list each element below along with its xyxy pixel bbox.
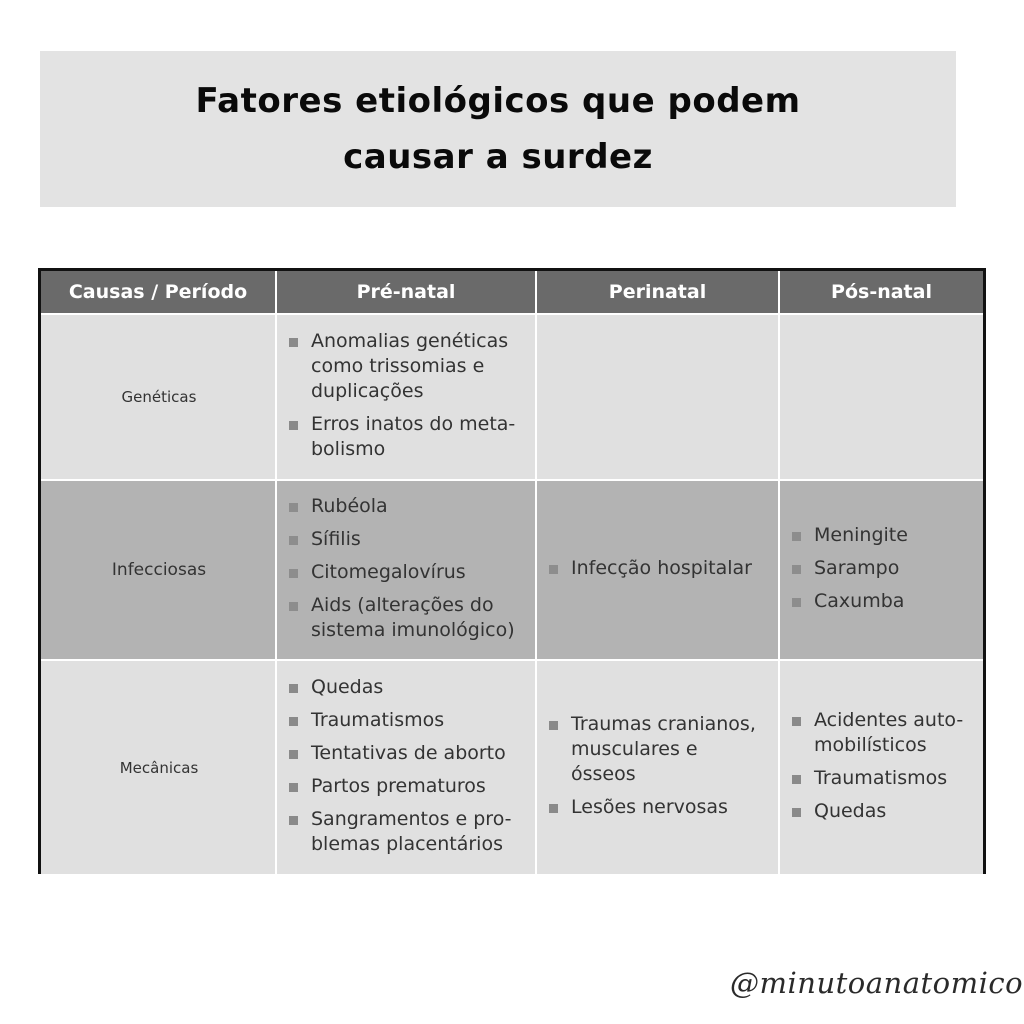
square-bullet-icon xyxy=(549,721,558,730)
list-item xyxy=(289,741,525,766)
list-item-text: Sífilis xyxy=(311,527,361,550)
list-item-text: Sangramentos e pro-blemas placentários xyxy=(311,807,512,855)
causes-table xyxy=(38,268,986,874)
list-item-text: Tentativas de aborto xyxy=(311,741,506,764)
table-row xyxy=(41,660,983,874)
square-bullet-icon xyxy=(289,717,298,726)
cell-postnatal xyxy=(779,480,983,660)
list-item-text: Anomalias genéticas como trissomias e duplicações xyxy=(311,329,509,402)
list-item-text: Sarampo xyxy=(814,556,900,579)
row-cause-label: Genéticas xyxy=(41,314,276,480)
square-bullet-icon xyxy=(289,338,298,347)
header-postnatal: Pós-natal xyxy=(779,271,983,314)
square-bullet-icon xyxy=(792,532,801,541)
cell-postnatal xyxy=(779,314,983,480)
cause-list xyxy=(549,556,768,581)
square-bullet-icon xyxy=(289,816,298,825)
list-item xyxy=(792,708,973,758)
row-cause-label: Infecciosas xyxy=(41,480,276,660)
square-bullet-icon xyxy=(549,804,558,813)
cause-list xyxy=(289,494,525,643)
list-item-text: Traumatismos xyxy=(814,766,948,789)
list-item xyxy=(792,556,973,581)
cell-perinatal xyxy=(536,660,779,874)
square-bullet-icon xyxy=(792,775,801,784)
cause-list xyxy=(289,329,525,462)
list-item-text: Infecção hospitalar xyxy=(571,556,752,579)
cause-list xyxy=(792,523,973,614)
table-header-row xyxy=(41,271,983,314)
list-item xyxy=(549,795,768,820)
list-item xyxy=(289,527,525,552)
list-item-text: Citomegalovírus xyxy=(311,560,466,583)
header-causes-period: Causas / Período xyxy=(41,271,276,314)
list-item xyxy=(549,556,768,581)
cause-list xyxy=(549,712,768,820)
row-cause-label: Mecânicas xyxy=(41,660,276,874)
author-signature: @minutoanatomico xyxy=(730,966,1024,1000)
list-item-text: Lesões nervosas xyxy=(571,795,728,818)
list-item xyxy=(792,589,973,614)
list-item-text: Quedas xyxy=(311,675,384,698)
square-bullet-icon xyxy=(792,598,801,607)
list-item-text: Rubéola xyxy=(311,494,388,517)
cell-postnatal xyxy=(779,660,983,874)
table-row xyxy=(41,314,983,480)
table-row xyxy=(41,480,983,660)
cell-perinatal xyxy=(536,314,779,480)
square-bullet-icon xyxy=(289,750,298,759)
list-item-text: Caxumba xyxy=(814,589,905,612)
cell-prenatal xyxy=(276,660,536,874)
cell-prenatal xyxy=(276,314,536,480)
list-item-text: Traumatismos xyxy=(311,708,445,731)
list-item xyxy=(792,523,973,548)
square-bullet-icon xyxy=(289,783,298,792)
square-bullet-icon xyxy=(792,808,801,817)
list-item-text: Acidentes auto-mobilísticos xyxy=(814,708,964,756)
list-item-text: Erros inatos do meta-bolismo xyxy=(311,412,516,460)
causes-table-grid xyxy=(41,271,983,874)
list-item xyxy=(792,766,973,791)
list-item xyxy=(289,807,525,857)
cell-perinatal xyxy=(536,480,779,660)
list-item xyxy=(289,708,525,733)
square-bullet-icon xyxy=(792,717,801,726)
list-item xyxy=(289,675,525,700)
list-item-text: Traumas cranianos, musculares e ósseos xyxy=(571,712,756,785)
list-item-text: Partos prematuros xyxy=(311,774,486,797)
page-title: Fatores etiológicos que podem causar a surdez xyxy=(195,81,801,177)
square-bullet-icon xyxy=(549,565,558,574)
list-item-text: Meningite xyxy=(814,523,908,546)
list-item-text: Quedas xyxy=(814,799,887,822)
square-bullet-icon xyxy=(792,565,801,574)
cause-list xyxy=(792,708,973,824)
cause-list xyxy=(289,675,525,857)
list-item xyxy=(289,774,525,799)
square-bullet-icon xyxy=(289,421,298,430)
list-item xyxy=(792,799,973,824)
list-item xyxy=(289,593,525,643)
cell-prenatal xyxy=(276,480,536,660)
list-item xyxy=(289,329,525,404)
square-bullet-icon xyxy=(289,503,298,512)
list-item xyxy=(549,712,768,787)
square-bullet-icon xyxy=(289,684,298,693)
header-prenatal: Pré-natal xyxy=(276,271,536,314)
list-item xyxy=(289,560,525,585)
list-item-text: Aids (alterações do sistema imunológico) xyxy=(311,593,515,641)
list-item xyxy=(289,412,525,462)
title-banner xyxy=(40,51,956,207)
list-item xyxy=(289,494,525,519)
square-bullet-icon xyxy=(289,569,298,578)
header-perinatal: Perinatal xyxy=(536,271,779,314)
square-bullet-icon xyxy=(289,602,298,611)
square-bullet-icon xyxy=(289,536,298,545)
